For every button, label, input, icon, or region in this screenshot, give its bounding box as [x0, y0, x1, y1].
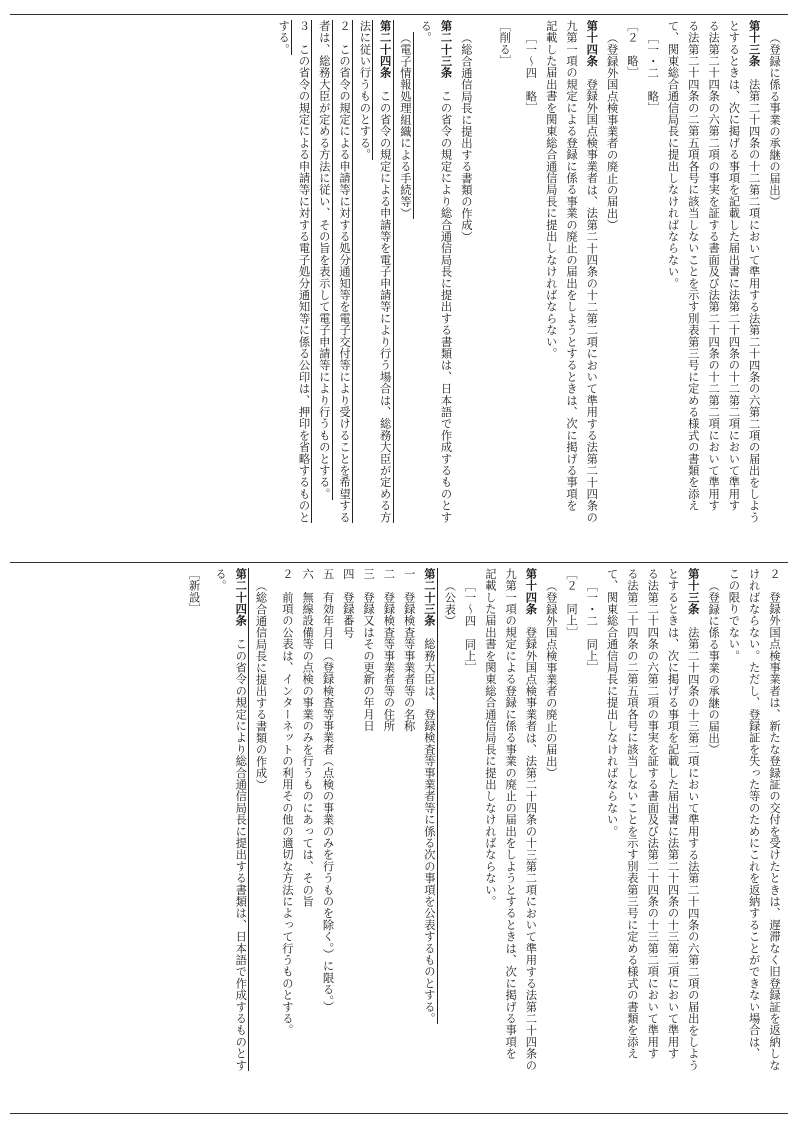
article-heading-line — [683, 568, 703, 1108]
middle-divider — [10, 562, 788, 563]
line-text: ［２ 略］ — [625, 20, 639, 79]
line-text: る法第二十四条の六第二項の事実を証する書面及び法第二十四条の十二第二項において準用す — [707, 20, 721, 512]
line-text: 法第二十四条の十二第二項において準用する法第二十四条の六第二項の届出をしよう — [747, 66, 761, 524]
line-text: （電子情報処理組織による手続等） — [398, 32, 412, 220]
line-content — [338, 20, 353, 523]
text-line — [622, 20, 642, 558]
text-line — [415, 20, 435, 558]
article-heading-line — [374, 20, 394, 558]
line-content — [403, 568, 416, 732]
text-line — [743, 568, 763, 1108]
line-content — [277, 20, 292, 55]
article-number: 第十三条 — [686, 568, 700, 615]
article-number: 第十四条 — [524, 568, 538, 615]
text-line — [277, 568, 297, 1108]
line-content — [379, 20, 394, 523]
text-line — [561, 20, 581, 558]
line-text: 登録外国点検事業者は、法第二十四条の十二第二項において準用する法第二十四条の — [585, 66, 599, 524]
line-text: ２ 登録外国点検事業者は、新たな登録証の交付を受けたときは、遅滞なく旧登録証を返納しな — [768, 568, 781, 1072]
bottom-border — [10, 1113, 788, 1114]
text-line — [703, 20, 723, 558]
blank-line — [476, 20, 482, 558]
line-content — [524, 32, 537, 114]
line-content — [318, 20, 333, 500]
line-text: 一 登録検査等事業者等の名称 — [402, 568, 416, 732]
text-line — [494, 20, 514, 558]
line-content — [748, 20, 761, 523]
text-line — [480, 568, 500, 1108]
article-number: 第二十四条 — [234, 568, 248, 627]
line-content — [321, 568, 334, 1013]
line-text: て、関東総合通信局長に提出しなければならない。 — [666, 20, 680, 290]
line-text: （登録に係る事業の承継の届出） — [707, 580, 721, 756]
article-number: 第二十三条 — [422, 568, 436, 627]
line-content — [646, 568, 659, 1059]
article-heading-line — [581, 20, 601, 558]
text-line — [764, 568, 784, 1108]
line-content — [687, 568, 700, 1071]
line-content — [626, 568, 639, 1059]
text-line — [183, 568, 203, 1108]
text-line — [683, 20, 703, 558]
line-content — [498, 20, 511, 67]
line-content — [585, 580, 598, 674]
article-heading-line — [435, 20, 455, 558]
text-line — [601, 568, 621, 1108]
article-heading-line — [743, 20, 763, 558]
line-content — [301, 568, 314, 907]
line-text: この省令の規定による申請等を電子申請等により行う場合は、総務大臣が定める方 — [378, 78, 392, 524]
line-content — [281, 568, 294, 1036]
text-line — [250, 568, 270, 1108]
line-text: ［一・二 略］ — [646, 32, 660, 114]
line-content — [565, 20, 578, 511]
line-content — [464, 580, 477, 674]
article-heading-line — [230, 568, 250, 1108]
article-number: 第二十三条 — [439, 20, 453, 79]
line-content — [297, 20, 312, 523]
line-content — [646, 32, 659, 114]
text-line — [703, 568, 723, 1108]
line-text: 六 無線設備等の点検の事業のみを行うものにあっては、その旨 — [301, 568, 315, 908]
line-text: 記載した届出書を関東総合通信局長に提出しなければならない。 — [544, 20, 558, 360]
line-text: この省令の規定により総合通信局長に提出する書類は、日本語で作成するものとす — [439, 78, 453, 524]
line-text: この省令の規定により総合通信局長に提出する書類は、日本語で作成するものとす — [234, 626, 248, 1072]
line-text: ２ 前項の公表は、インターネットの利用その他の適切な方法によって行うものとする。 — [280, 568, 294, 1036]
line-text: て、関東総合通信局長に提出しなければならない。 — [605, 568, 619, 838]
line-text: 二 登録検査等事業者等の住所 — [382, 568, 396, 732]
text-line — [398, 568, 418, 1108]
line-text: ［削る］ — [498, 20, 512, 67]
line-text: ３ この省令の規定による申請等に対する電子処分通知等に係る公印は、押印を省略するものと — [297, 20, 311, 524]
line-text: ければならない。ただし、登録証を失った等のためにこれを返納することができない場合は、 — [747, 568, 761, 1060]
line-text: 者は、総務大臣が定める方法に従い、その旨を表示して電子申請等により行うものとする。 — [317, 20, 331, 500]
text-line — [622, 568, 642, 1108]
line-text: る。 — [419, 20, 433, 44]
line-text: （登録外国点検事業者の廃止の届出） — [605, 32, 619, 231]
line-text: とするときは、次に掲げる事項を記載した届出書に法第二十四条の十二第二項において準用す — [727, 20, 741, 512]
line-content — [667, 568, 680, 1059]
line-text: ［一～四 同上］ — [463, 580, 477, 674]
text-line — [273, 20, 293, 558]
article-number: 第十四条 — [585, 20, 599, 67]
line-content — [545, 20, 558, 359]
line-text: （登録外国点検事業者の廃止の届出） — [544, 580, 558, 779]
text-line — [210, 568, 230, 1108]
line-content — [545, 580, 558, 779]
line-text: 登録外国点検事業者は、法第二十四条の十三第二項において準用する法第二十四条の — [524, 614, 538, 1072]
text-line — [378, 568, 398, 1108]
line-content — [234, 568, 249, 1071]
text-line — [723, 20, 743, 558]
line-text: 三 登録又はその更新の年月日 — [362, 568, 376, 732]
line-text: する。 — [277, 20, 291, 56]
text-line — [520, 20, 540, 558]
text-line — [293, 20, 313, 558]
text-line — [540, 20, 560, 558]
line-content — [606, 32, 619, 231]
line-content — [362, 568, 375, 732]
text-line — [581, 568, 601, 1108]
text-line — [540, 568, 560, 1108]
text-line — [601, 20, 621, 558]
text-line — [297, 568, 317, 1108]
line-text: 九第一項の規定による登録に係る事業の廃止の届出をしようとするときは、次に掲げる事項を — [504, 568, 518, 1060]
line-content — [399, 32, 414, 219]
line-content — [423, 568, 438, 1024]
text-line — [317, 568, 337, 1108]
blank-line — [488, 20, 494, 558]
text-line — [500, 568, 520, 1108]
line-text: ２ この省令の規定による申請等に対する処分通知等を電子交付等により受けることを希望する — [338, 20, 352, 524]
line-content — [440, 20, 453, 523]
blank-line — [271, 568, 277, 1108]
article-number: 第十三条 — [747, 20, 761, 67]
text-line — [723, 568, 743, 1108]
line-content — [727, 20, 740, 511]
line-text: とするときは、次に掲げる事項を記載した届出書に法第二十四条の十三第二項において準用す — [666, 568, 680, 1060]
text-line — [354, 20, 374, 558]
current-text-column — [14, 20, 784, 558]
line-content — [727, 568, 740, 662]
line-text: ［一・二 同上］ — [585, 580, 599, 674]
line-content — [524, 568, 537, 1071]
text-line — [456, 20, 476, 558]
line-content — [255, 580, 268, 791]
line-text: 四 登録番号 — [341, 568, 355, 639]
text-line — [439, 568, 459, 1108]
line-content — [768, 568, 781, 1071]
line-text: （登録に係る事業の承継の届出） — [768, 32, 781, 208]
line-text: （総合通信局長に提出する書類の作成） — [254, 580, 268, 791]
line-content — [707, 580, 720, 756]
line-content — [667, 20, 680, 289]
line-text: （総合通信局長に提出する書類の作成） — [459, 32, 473, 243]
line-content — [626, 20, 639, 79]
text-line — [313, 20, 333, 558]
line-text: る法第二十四条の六第二項の事実を証する書面及び法第二十四条の十三第二項において準用す — [646, 568, 660, 1060]
line-content — [188, 568, 201, 615]
line-content — [484, 568, 497, 907]
line-text: 九第一項の規定による登録に係る事業の廃止の届出をしようとするときは、次に掲げる事項を — [565, 20, 579, 512]
line-text: る法第二十四条の二第五項各号に該当しないことを示す別表第三号に定める様式の書類を添え — [686, 20, 700, 512]
text-line — [395, 20, 415, 558]
line-content — [707, 20, 720, 511]
article-number: 第二十四条 — [378, 20, 392, 79]
text-line — [662, 20, 682, 558]
line-content — [443, 580, 456, 627]
line-content — [358, 20, 373, 160]
line-content — [748, 568, 761, 1059]
line-content — [504, 568, 517, 1059]
line-text: 法第二十四条の十三第二項において準用する法第二十四条の六第二項の届出をしよう — [686, 614, 700, 1072]
line-text: 五 有効年月日（登録検査等事業者（点検の事業のみを行うものを除く。）に限る。） — [321, 568, 335, 1013]
text-line — [561, 568, 581, 1108]
line-content — [687, 20, 700, 511]
line-text: ［新設］ — [187, 568, 201, 615]
line-content — [565, 568, 578, 638]
text-line — [334, 20, 354, 558]
line-content — [419, 20, 432, 43]
text-line — [764, 20, 784, 558]
line-text: （公表） — [443, 580, 457, 627]
blank-line — [204, 568, 210, 1108]
line-content — [460, 32, 473, 243]
text-line — [358, 568, 378, 1108]
article-heading-line — [419, 568, 439, 1108]
blank-line — [482, 20, 488, 558]
line-content — [214, 568, 227, 591]
line-text: る。 — [213, 568, 227, 592]
text-line — [459, 568, 479, 1108]
line-text: ［一～四 略］ — [524, 32, 538, 114]
revised-text-column — [14, 568, 784, 1108]
line-content — [585, 20, 598, 523]
top-border — [10, 14, 788, 15]
line-text: 法に従い行うものとする。 — [358, 20, 372, 161]
line-content — [768, 32, 781, 208]
article-heading-line — [520, 568, 540, 1108]
line-content — [342, 568, 355, 638]
line-text: 記載した届出書を関東総合通信局長に提出しなければならない。 — [483, 568, 497, 908]
text-line — [642, 20, 662, 558]
line-text: 総務大臣は、登録検査等事業者等に係る次の事項を公表するものとする。 — [422, 626, 436, 1025]
line-text: る法第二十四条の二第五項各号に該当しないことを示す別表第三号に定める様式の書類を添え — [625, 568, 639, 1060]
line-content — [606, 568, 619, 837]
text-line — [642, 568, 662, 1108]
text-line — [337, 568, 357, 1108]
text-line — [662, 568, 682, 1108]
line-text: ［２ 同上］ — [565, 568, 579, 639]
line-text: この限りでない。 — [727, 568, 741, 662]
line-content — [382, 568, 395, 732]
